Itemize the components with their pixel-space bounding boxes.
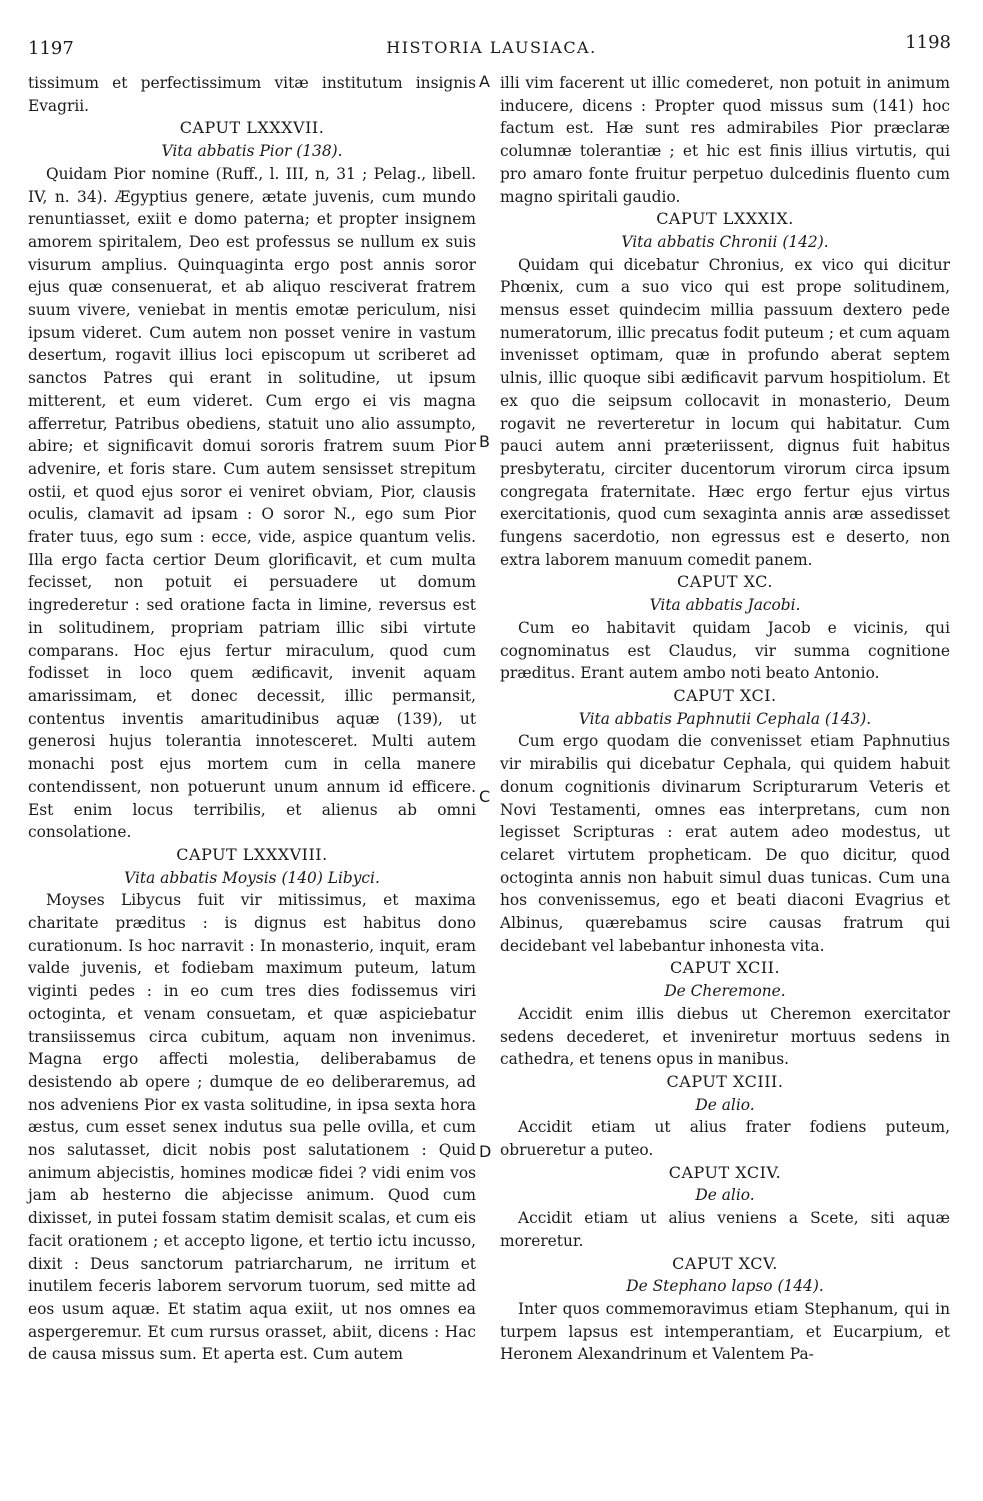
chapter-92-subtitle: De Cheremone. [664, 982, 786, 1001]
chapter-87-subtitle: Vita abbatis Pior (138). [161, 142, 343, 161]
margin-letter-d: D [479, 1142, 492, 1161]
continued-paragraph: illi vim facerent ut illic comederet, non potuit in animum inducere, dicens : Propter quod missus sum (141) hoc factum est. Hæ sunt res admirabiles Pior præclaræ columnæ tolerantiæ ; et hic est finis illius virtutis, qui pro amaro fonte fruitur perpetuo dulcedinis fluento cum magno spiritali gaudio. [500, 74, 950, 206]
chapter-93-subtitle: De alio. [695, 1095, 755, 1114]
page-number-right: 1198 [905, 32, 951, 53]
margin-letter-a: A [479, 72, 490, 91]
chapter-92-title: CAPUT XCII. [669, 958, 781, 978]
continued-paragraph: tissimum et perfectissimum vitæ institutum insignis Evagrii. [28, 74, 476, 115]
chapter-91-subtitle: Vita abbatis Paphnutii Cephala (143). [578, 709, 872, 728]
chapter-87-title: CAPUT LXXXVII. [179, 118, 325, 138]
page-number-left: 1197 [28, 38, 74, 59]
left-column [28, 72, 476, 1366]
chapter-93-text: Accidit etiam ut alius frater fodiens puteum, obrueretur a puteo. [500, 1118, 950, 1160]
chapter-88-subtitle: Vita abbatis Moysis (140) Libyci. [124, 868, 380, 887]
chapter-88-text: Moyses Libycus fuit vir mitissimus, et maxima charitate præditus : is dignus est habitus dono curationum. Is hoc narravit : In monasterio, inquit, eram valde juvenis, et fodiebam maximum puteum, latum viginti pedes : in eo cum tres dies fodissemus viri octoginta, et venam consuetam, et quæ aspiciebatur transiissemus circa cubitum, aquam non invenimus. Magna ergo affecti molestia, deliberabamus de desistendo ab opere ; dumque de eo deliberaremus, ad nos adveniens Pior ex vasta solitudine, in ipsa sexta hora æstus, cum esset senex indutus sua pelle ovilla, et cum nos salutasset, dicit nobis post salutationem : Quid animum abjecistis, homines modicæ fidei ? vidi enim vos jam ab hesterno die abjecisse animum. Quod cum dixisset, in putei fossam statim demisit scalas, et cum eis facit orationem ; et accepto ligone, et tertio ictu incusso, dixit : Deus sanctorum patriarcharum, ne irritum et inutilem feceris laborem servorum tuorum, sed mitte ad eos usum aquæ. Et statim aqua exiit, ut nos omnes ea aspergeremur. Et cum rursus orasset, abiit, dicens : Hac de causa missus sum. Et aperta est. Cum autem [28, 891, 476, 1364]
chapter-95-text: Inter quos commemoravimus etiam Stephanum, qui in turpem lapsus est intemperantiam, et Eucarpium, et Heronem Alexandrinum et Valentem Pa- [500, 1299, 950, 1364]
chapter-89-text: Quidam qui dicebatur Chronius, ex vico qui dicitur Phœnix, cum a suo vico qui est prope solitudinem, mensus esset quindecim millia passuum dextero pede numeratorum, illic precatus fodit puteum ; et cum aquam invenisset optimam, quæ in profundo aberat septem ulnis, illic quoque sibi ædificavit parvum hospitiolum. Et ex quo die seipsum collocavit in monasterio, Deum rogavit ne reverteretur in locum qui habitatur. Cum pauci autem anni præteriissent, dignus fuit habitus presbyteratu, circiter ducentorum virorum circa ipsum congregata fraternitate. Hæc ergo fertur ejus virtus exercitationis, quod cum sexaginta annis aræ assedisset fungens sacerdotio, non egressus est e deserto, non extra laborem manuum comedit panem. [500, 255, 950, 569]
chapter-93-title: CAPUT XCIII. [666, 1071, 784, 1091]
chapter-89-subtitle: Vita abbatis Chronii (142). [621, 232, 829, 251]
chapter-94-text: Accidit etiam ut alius veniens a Scete, siti aquæ moreretur. [500, 1209, 950, 1250]
chapter-95-subtitle: De Stephano lapso (144). [626, 1277, 824, 1296]
chapter-92-text: Accidit enim illis diebus ut Cheremon exercitator sedens decederet, et inveniretur mortuus sedens in cathedra, et tenens opus in manibus. [500, 1004, 950, 1069]
chapter-90-subtitle: Vita abbatis Jacobi. [649, 596, 801, 615]
chapter-89-title: CAPUT LXXXIX. [656, 209, 794, 229]
margin-letter-b: B [479, 432, 490, 451]
margin-letter-c: C [479, 787, 491, 806]
chapter-91-text: Cum ergo quodam die convenisset etiam Paphnutius vir mirabilis qui dicebatur Cephala, qui quidem habuit donum cognitionis divinarum Scripturarum Veteris et Novi Testamenti, omnes eas interpretans, cum non legisset Scripturas : erat autem adeo modestus, ut celaret virtutem propheticam. De quo dicitur, quod octoginta annis non habuit simul duas tunicas. Cum una hos convenissemus, ego et beati diaconi Evagrius et Albinus, quærebamus scire causas fratrum qui decidebant vel labebantur inhonesta vita. [500, 732, 950, 955]
chapter-91-title: CAPUT XCI. [673, 685, 777, 705]
chapter-94-subtitle: De alio. [695, 1186, 755, 1205]
running-title: HISTORIA LAUSIACA. [386, 38, 597, 57]
chapter-95-title: CAPUT XCV. [672, 1253, 778, 1273]
chapter-87-text: Quidam Pior nomine (Ruff., l. III, n, 31 ; Pelag., libell. IV, n. 34). Ægyptius genere, ætate juvenis, cum mundo renuntiasset, exiit e domo paterna; et propter insignem amorem spiritalem, Deo est professus se nullum ex suis visurum amplius. Quinquaginta ergo post annis soror ejus quæ consenuerat, et ab aliquo resciverat fratrem suum vivere, veniebat in mentis emotæ periculum, nisi ipsum videret. Cum autem non posset venire in vastum desertum, rogavit illius loci episcopum ut scriberet ad sanctos Patres qui erant in solitudine, ut ipsum mitterent, et eum videret. Cum ergo ei vis magna afferretur, Patribus obediens, statuit uno alio assumpto, abire; et significavit domui sororis fratrem suum Pior advenire, et foris stare. Cum autem sensisset strepitum ostii, et quod ejus soror ei veniret obviam, Pior, clausis oculis, clamavit ad ipsam : O soror N., ego sum Pior frater tuus, ego sum : ecce, vide, aspice quantum velis. Illa ergo facta certior Deum glorificavit, et cum multa fecisset, non potuit ei persuadere ut domum ingrederetur : sed oratione facta in limine, reversus est in solitudinem, propriam patriam illic sibi virtute comparans. Hoc ejus fertur miraculum, quod cum fodisset in loco quem ædificavit, invenit aquam amarissimam, et donec decessit, illic permansit, contentus inventis amaritudinibus aquæ (139), ut generosi hujus tolerantia innotesceret. Multi autem monachi post ejus mortem cum in cella manere contendissent, non potuerunt unum annum id efficere. Est enim locus terribilis, et alienus ab omni consolatione. [28, 164, 476, 842]
chapter-90-title: CAPUT XC. [677, 572, 773, 592]
right-column [500, 72, 950, 1366]
chapter-88-title: CAPUT LXXXVIII. [176, 844, 328, 864]
chapter-90-text: Cum eo habitavit quidam Jacob e vicinis, qui cognominatus est Claudus, vir summa cognitione præditus. Erant autem ambo noti beato Antonio. [500, 618, 950, 683]
chapter-94-title: CAPUT XCIV. [668, 1162, 782, 1182]
running-head [0, 32, 983, 62]
